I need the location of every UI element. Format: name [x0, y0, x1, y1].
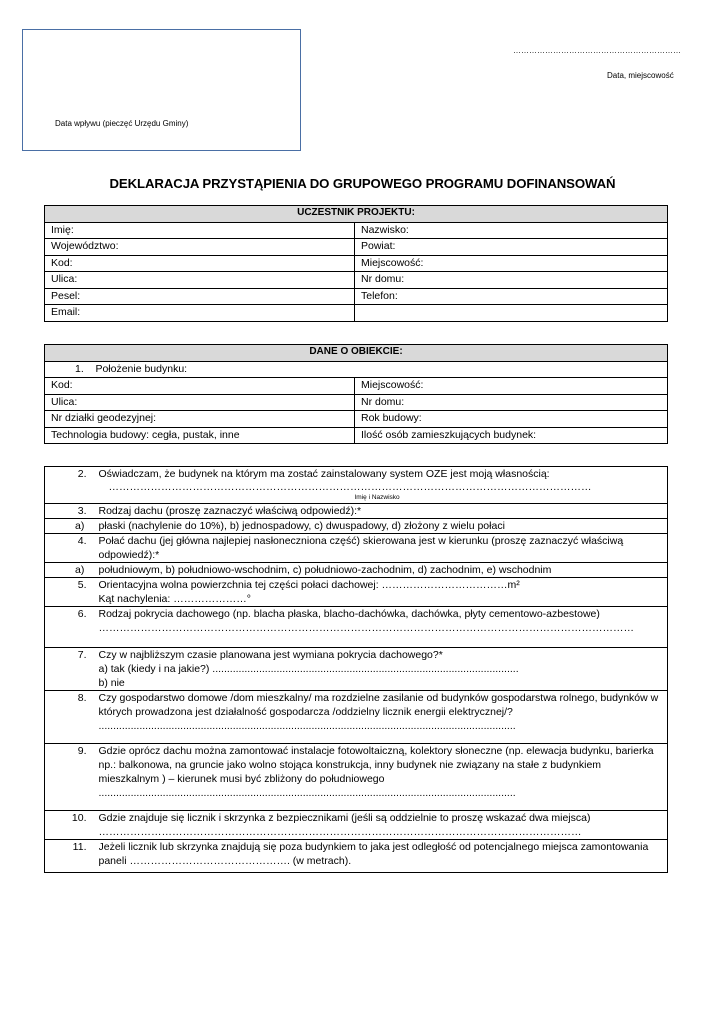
q7-text: Czy w najbliższym czasie planowana jest wymiana pokrycia dachowego?*	[99, 648, 668, 663]
q3-sub-letter: a)	[45, 519, 99, 534]
phone-field[interactable]: Telefon:	[355, 288, 668, 305]
construction-tech-field[interactable]: Technologia budowy: cegła, pustak, inne	[45, 427, 355, 444]
participant-table	[44, 205, 668, 322]
location-number: 1.	[75, 362, 84, 375]
object-city-field[interactable]: Miejscowość:	[355, 378, 668, 395]
q7-option-yes[interactable]: a) tak (kiedy i na jakie?) .........................................................................................................	[98, 663, 519, 675]
q4-number: 4.	[45, 534, 99, 563]
building-location-row	[45, 361, 668, 378]
date-place-label: Data, miejscowość	[607, 71, 674, 80]
q10-answer-field[interactable]: …………………………………………………………………………………………………………………………	[98, 826, 582, 838]
q8-number: 8.	[45, 691, 99, 720]
pesel-field[interactable]: Pesel:	[45, 288, 355, 305]
residents-count-field[interactable]: Ilość osób zamieszkujących budynek:	[355, 427, 668, 444]
city-field[interactable]: Miejscowość:	[355, 255, 668, 272]
q3-number: 3.	[45, 504, 99, 519]
q8-text: Czy gospodarstwo domowe /dom mieszkalny/ ma rozdzielne zasilanie od budynków gospodarstwa rolnego, budynków w których prowadzona jest działalność gospodarcza /oddzielny licznik energii elektrycznej/?	[99, 691, 668, 720]
q3-text: Rodzaj dachu (proszę zaznaczyć właściwą odpowiedź):*	[99, 504, 668, 519]
date-place-field[interactable]: ………………………………………………………	[513, 46, 681, 55]
questions-table	[44, 466, 668, 873]
house-number-field[interactable]: Nr domu:	[355, 272, 668, 289]
q8-answer-field[interactable]: ...............................................................................................................................................	[98, 720, 516, 732]
q7-number: 7.	[45, 648, 99, 663]
participant-heading: UCZESTNIK PROJEKTU:	[45, 206, 668, 223]
object-street-field[interactable]: Ulica:	[45, 394, 355, 411]
county-field[interactable]: Powiat:	[355, 239, 668, 256]
plot-number-field[interactable]: Nr działki geodezyjnej:	[45, 411, 355, 428]
q6-text: Rodzaj pokrycia dachowego (np. blacha płaska, blacho-dachówka, dachówka, płyty cementowo-azbestowe)	[99, 607, 668, 622]
stamp-box[interactable]	[22, 29, 301, 151]
q6-number: 6.	[45, 607, 99, 622]
first-name-field[interactable]: Imię:	[45, 222, 355, 239]
q2-caption: Imię i Nazwisko	[354, 494, 400, 501]
email-field[interactable]: Email:	[45, 305, 355, 322]
q7-option-no[interactable]: b) nie	[98, 677, 125, 689]
object-heading: DANE O OBIEKCIE:	[45, 345, 668, 362]
q9-answer-field[interactable]: ...............................................................................................................................................	[98, 787, 516, 799]
last-name-field[interactable]: Nazwisko:	[355, 222, 668, 239]
q4-options[interactable]: południowym, b) południowo-wschodnim, c) południowo-zachodnim, d) zachodnim, e) wschodnim	[99, 563, 668, 578]
q2-text: Oświadczam, że budynek na którym ma zostać zainstalowany system OZE jest moją własnością:	[98, 468, 550, 480]
q2-number: 2.	[77, 468, 87, 480]
street-field[interactable]: Ulica:	[45, 272, 355, 289]
postal-code-field[interactable]: Kod:	[45, 255, 355, 272]
empty-cell	[355, 305, 668, 322]
voivodeship-field[interactable]: Województwo:	[45, 239, 355, 256]
q5-area-field[interactable]: Orientacyjna wolna powierzchnia tej części połaci dachowej: ………………………………m²	[99, 578, 668, 593]
page-title: DEKLARACJA PRZYSTĄPIENIA DO GRUPOWEGO PROGRAMU DOFINANSOWAŃ	[109, 176, 616, 191]
build-year-field[interactable]: Rok budowy:	[355, 411, 668, 428]
q5-angle-field[interactable]: Kąt nachylenia: …………………°	[98, 593, 251, 605]
q9-text: Gdzie oprócz dachu można zamontować instalacje fotowoltaiczną, kolektory słoneczne (np. elewacja budynku, barierka np.: balkonowa, na gruncie jako wolno stojąca konstrukcja, inny budynek nie związany na stałe z budynkiem mieszkalnym ) – kierunek musi być zbliżony do południowego	[99, 744, 668, 787]
q10-text: Gdzie znajduje się licznik i skrzynka z bezpiecznikami (jeśli są oddzielnie to proszę wskazać dwa miejsca)	[99, 811, 668, 826]
q2-name-field[interactable]: …………………………………………………………………………………………………………………………	[108, 481, 592, 493]
q10-number: 10.	[45, 811, 99, 826]
location-label: Położenie budynku:	[95, 362, 188, 375]
q11-number: 11.	[45, 840, 99, 873]
object-postal-code-field[interactable]: Kod:	[45, 378, 355, 395]
q4-sub-letter: a)	[45, 563, 99, 578]
object-table	[44, 344, 668, 444]
q5-number: 5.	[45, 578, 99, 593]
q9-number: 9.	[45, 744, 99, 787]
q4-text: Połać dachu (jej główna najlepiej nasłoneczniona część) skierowana jest w kierunku (proszę zaznaczyć właściwą odpowiedź):*	[99, 534, 668, 563]
q3-options[interactable]: płaski (nachylenie do 10%), b) jednospadowy, c) dwuspadowy, d) złożony z wielu połaci	[99, 519, 668, 534]
q6-answer-field[interactable]: ………………………………………………………………………………………………………………………………………	[98, 622, 634, 634]
stamp-label: Data wpływu (pieczęć Urzędu Gminy)	[55, 119, 189, 128]
object-house-number-field[interactable]: Nr domu:	[355, 394, 668, 411]
q11-distance-field[interactable]: Jeżeli licznik lub skrzynka znajdują się poza budynkiem to jaka jest odległość od potencjalnego miejsca zamontowania paneli ………………………………………. (w metrach).	[99, 840, 668, 873]
